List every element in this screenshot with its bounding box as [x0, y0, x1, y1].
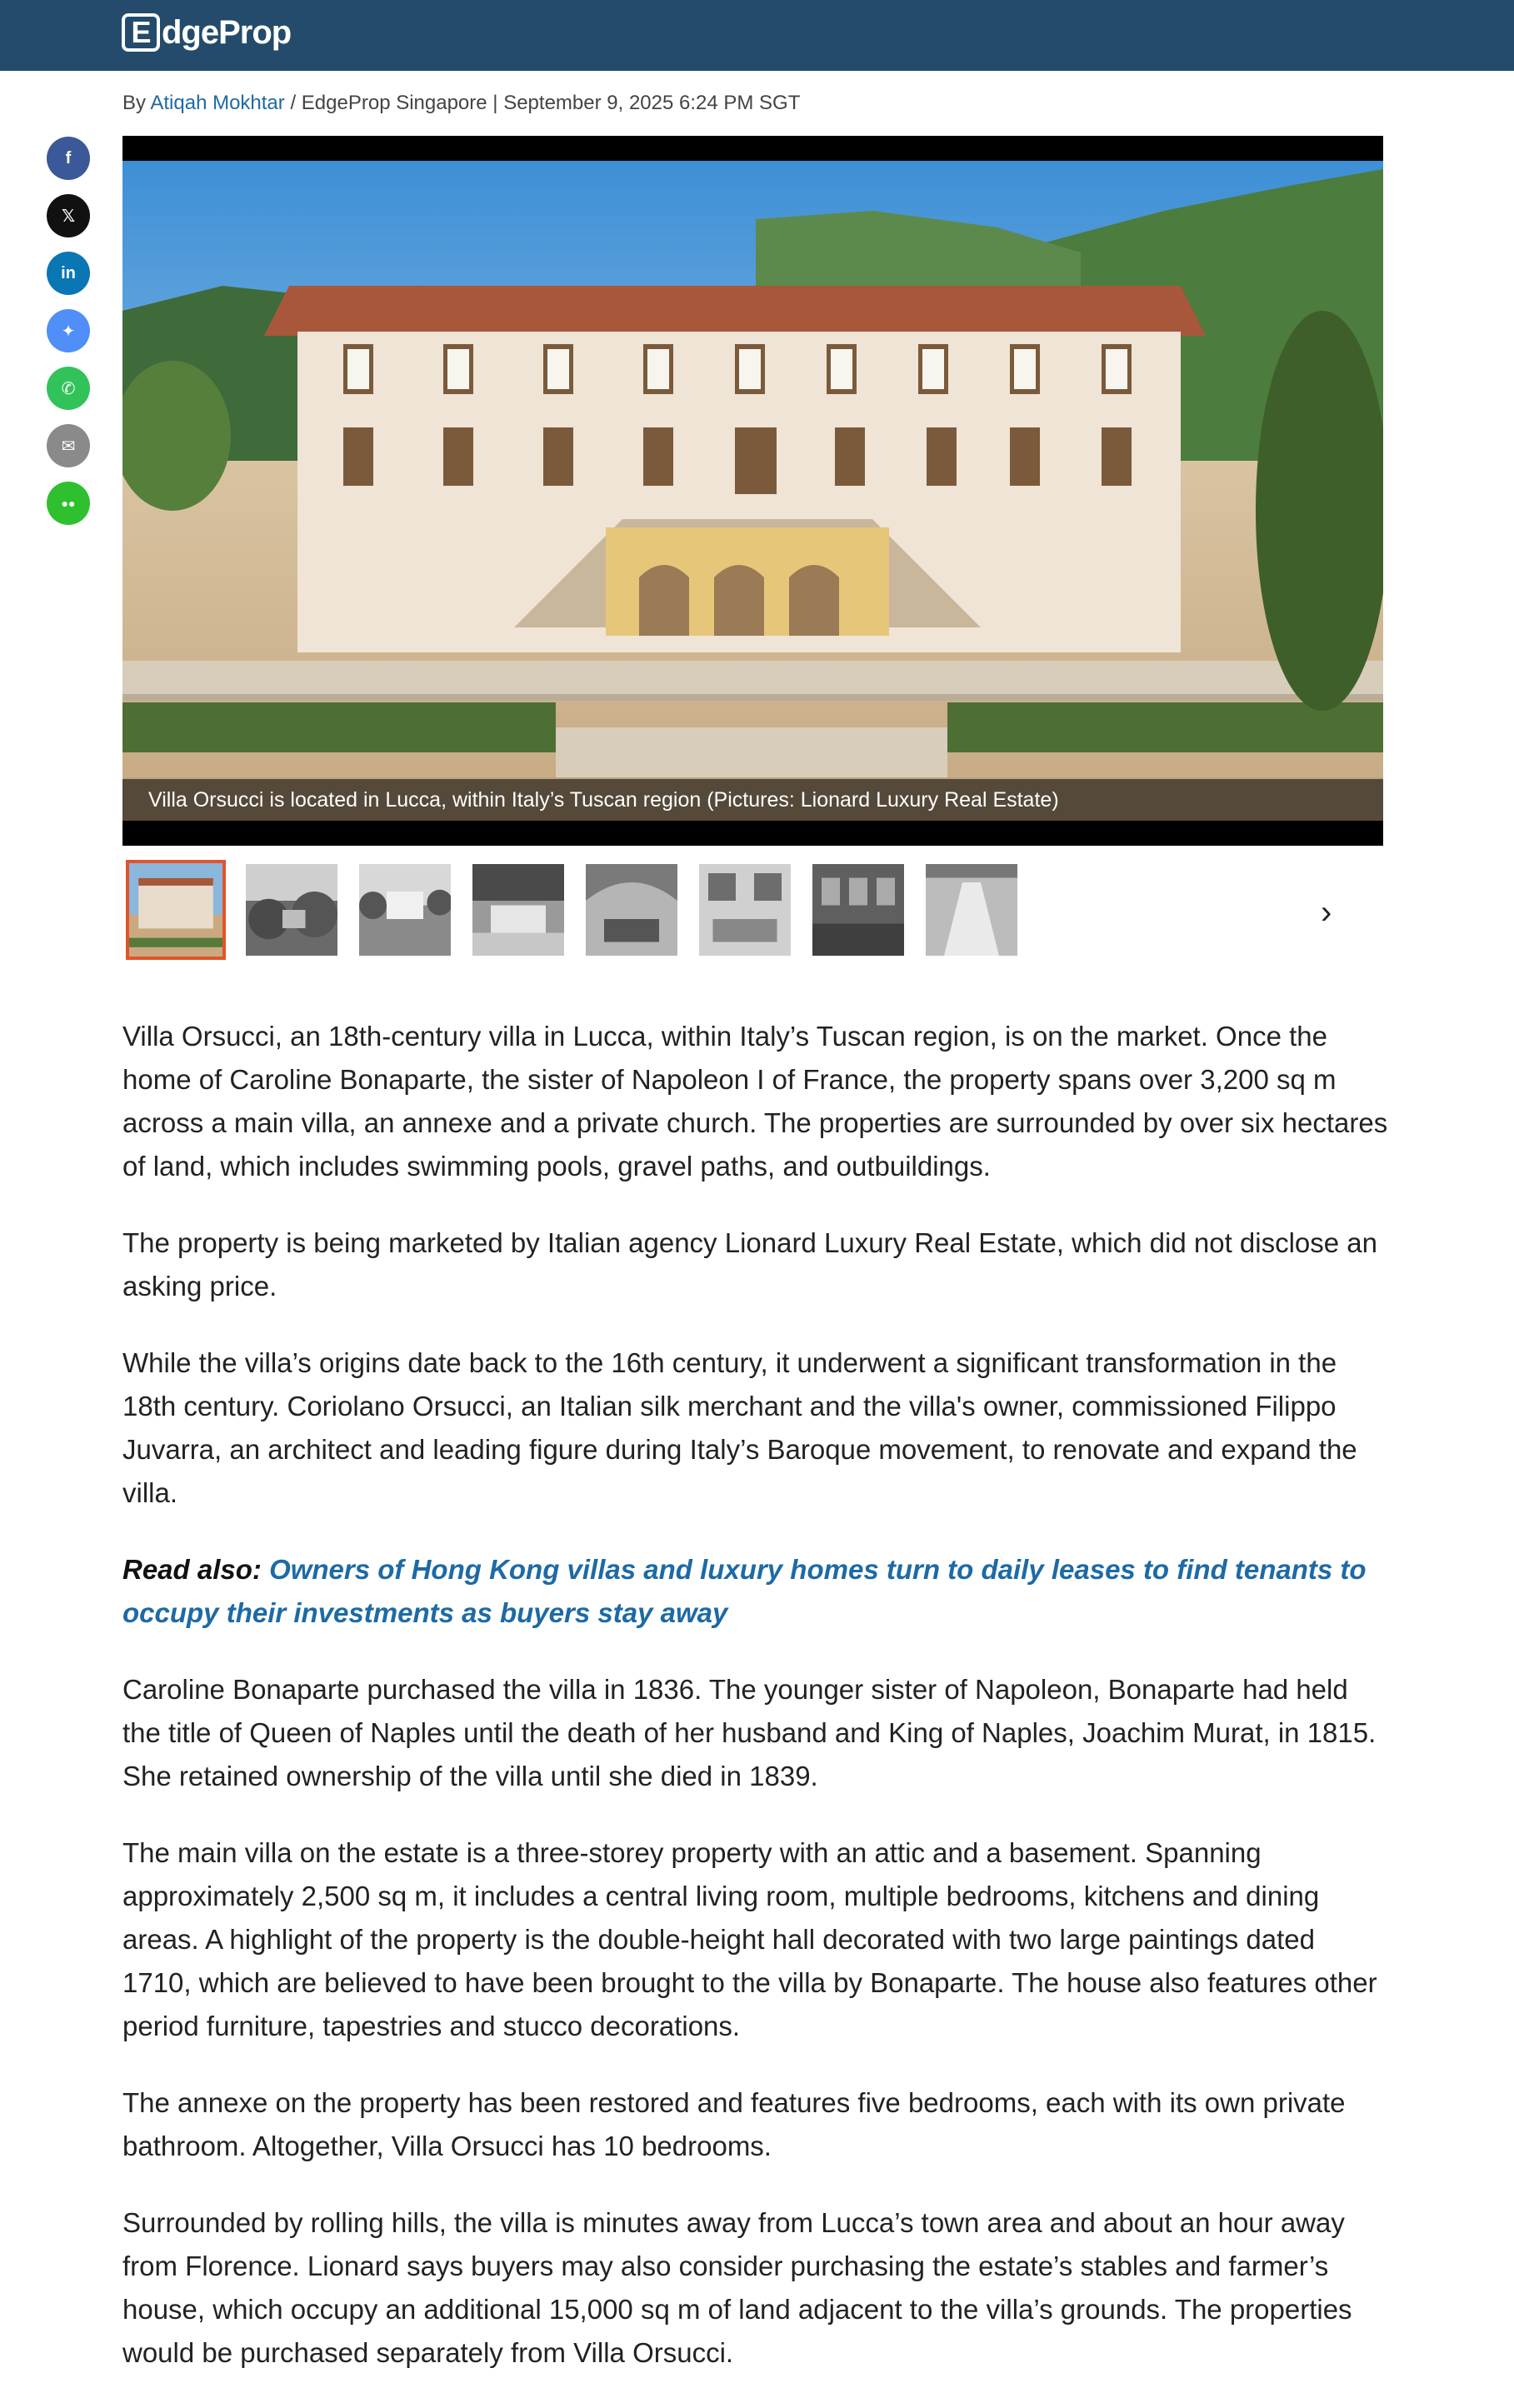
messenger-icon: ✦	[61, 322, 76, 341]
paragraph: Surrounded by rolling hills, the villa is minutes away from Lucca’s town area and about an hour away from Florence. Lionard says buyers may also consider purchasing the estate’s stables and farmer’s house, which occupy an additional 15,000 sq m of land adjacent to the villa’s grounds. The properties would be purchased separately from Villa Orsucci.	[122, 2207, 1352, 2368]
logo-text: dgeProp	[162, 13, 292, 51]
wechat-icon: ●●	[61, 497, 76, 510]
chevron-right-icon: ›	[1321, 894, 1332, 931]
thumbnail[interactable]	[924, 862, 1019, 957]
whatsapp-share-button[interactable]	[47, 367, 90, 410]
share-bar	[47, 137, 90, 525]
thumbnail[interactable]	[811, 862, 906, 957]
linkedin-share-button[interactable]	[47, 252, 90, 295]
paragraph: Villa Orsucci, an 18th-century villa in Lucca, within Italy’s Tuscan region, is on the market. Once the home of Caroline Bonaparte, the sister of Napoleon I of France, the property spans over 3,200 sq m across a main villa, an annexe and a private church. The properties are surrounded by over six hectares of land, which includes swimming pools, gravel paths, and outbuildings.	[122, 1021, 1388, 1182]
paragraph: Caroline Bonaparte purchased the villa in 1836. The younger sister of Napoleon, Bonaparte had held the title of Queen of Naples until the death of her husband and King of Naples, Joachim Murat, in 1815. She retained ownership of the villa until she died in 1839.	[122, 1674, 1377, 1791]
read-also	[122, 1548, 1389, 1635]
thumbnail[interactable]	[357, 862, 452, 957]
email-icon: ✉	[61, 437, 76, 456]
byline-source-date: / EdgeProp Singapore | September 9, 2025 6:24 PM SGT	[290, 92, 801, 114]
hero-image-container	[122, 136, 1383, 846]
edgeprop-logo[interactable]	[122, 13, 291, 52]
thumbnail[interactable]	[126, 860, 226, 960]
gallery-next-button[interactable]	[1321, 896, 1332, 929]
paragraph: The main villa on the estate is a three-storey property with an attic and a basement. Spanning approximately 2,500 sq m, it includes a central living room, multiple bedrooms, kitchens and dining areas. A highlight of the property is the double-height hall decorated with two large paintings dated 1710, which are believed to have been brought to the villa by Bonaparte. The house also features other period furniture, tapestries and stucco decorations.	[122, 1837, 1377, 2041]
villa-photo[interactable]	[122, 161, 1383, 821]
facebook-icon: f	[65, 148, 72, 167]
site-header	[0, 0, 1514, 71]
wechat-share-button[interactable]	[47, 482, 90, 525]
read-also-link[interactable]: Owners of Hong Kong villas and luxury homes turn to daily leases to find tenants to occupy their investments as buyers stay away	[122, 1554, 1367, 1628]
thumbnail[interactable]	[244, 862, 339, 957]
article-body	[122, 1015, 1389, 2408]
photo-caption: Villa Orsucci is located in Lucca, within Italy’s Tuscan region (Pictures: Lionard Luxury Real Estate)	[122, 779, 1383, 821]
paragraph: While the villa’s origins date back to the 16th century, it underwent a significant transformation in the 18th century. Coriolano Orsucci, an Italian silk merchant and the villa's owner, commissioned Filippo Juvarra, an architect and leading figure during Italy’s Baroque movement, to renovate and expand the villa.	[122, 1347, 1357, 1508]
thumbnail[interactable]	[584, 862, 679, 957]
x-icon: 𝕏	[61, 207, 76, 226]
byline	[122, 92, 800, 115]
author-link[interactable]: Atiqah Mokhtar	[150, 92, 285, 114]
byline-prefix: By	[122, 92, 147, 114]
read-also-label: Read also:	[122, 1554, 262, 1585]
linkedin-icon: in	[61, 263, 76, 282]
x-share-button[interactable]	[47, 194, 90, 237]
thumbnail[interactable]	[697, 862, 792, 957]
messenger-share-button[interactable]	[47, 309, 90, 352]
thumbnail[interactable]	[471, 862, 566, 957]
facebook-share-button[interactable]	[47, 137, 90, 180]
whatsapp-icon: ✆	[61, 379, 76, 398]
email-share-button[interactable]	[47, 424, 90, 467]
logo-initial: E	[122, 13, 160, 52]
paragraph: The property is being marketed by Italian agency Lionard Luxury Real Estate, which did not disclose an asking price.	[122, 1227, 1378, 1301]
gallery-thumbnails	[126, 862, 1019, 960]
paragraph: The annexe on the property has been restored and features five bedrooms, each with its own private bathroom. Altogether, Villa Orsucci has 10 bedrooms.	[122, 2087, 1346, 2161]
